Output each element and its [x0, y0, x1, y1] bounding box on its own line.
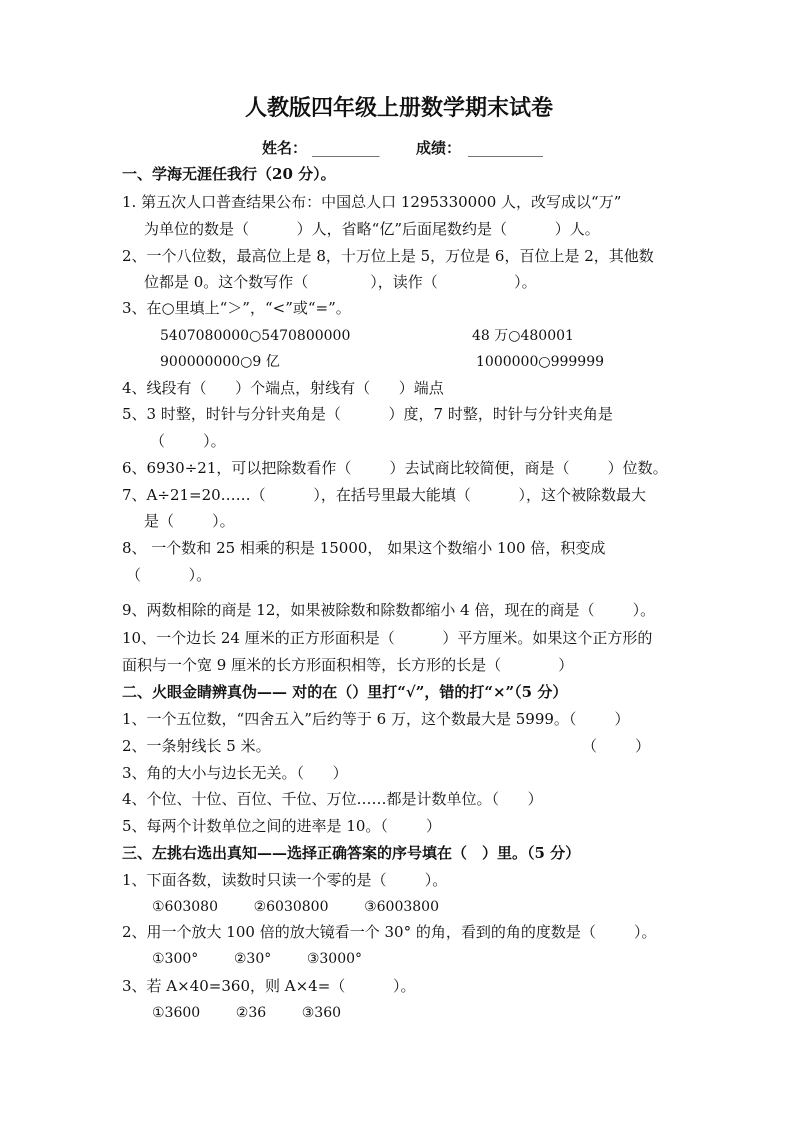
judge-item-3: 3、角的大小与边长无关。（ ） — [122, 764, 348, 782]
q7-line-1: 7、A÷21=20……（ ），在括号里最大能填（ ），这个被除数最大 — [122, 486, 647, 504]
section-1-heading: 一、学海无涯任我行（20 分）。 — [122, 165, 336, 183]
section-2-heading: 二、火眼金睛辨真伪—— 对的在（）里打“√”，错的打“×”（5 分） — [122, 683, 568, 701]
exam-title: 人教版四年级上册数学期末试卷 — [245, 95, 554, 121]
compare-item-1: 5407080000○5470800000 — [160, 328, 351, 344]
q4-line: 4、线段有（ ）个端点，射线有（ ）端点 — [122, 379, 444, 397]
judge-item-1: 1、一个五位数，“四舍五入”后约等于 6 万，这个数最大是 5999。（ ） — [122, 710, 630, 728]
compare-item-2: 48 万○480001 — [472, 328, 574, 344]
score-label: 成绩： — [416, 139, 462, 157]
choice-q1-options: ①603080 ②6030800 ③6003800 — [152, 899, 439, 915]
compare-item-4: 1000000○999999 — [476, 354, 605, 370]
q7-line-2: 是（ ）。 — [144, 512, 235, 530]
q5-line-1: 5、3 时整，时针与分针夹角是（ ）度，7 时整，时针与分针夹角是 — [122, 405, 613, 423]
choice-q3: 3、若 A×40=360，则 A×4=（ ）。 — [122, 977, 416, 995]
choice-q2: 2、用一个放大 100 倍的放大镜看一个 30° 的角，看到的角的度数是（ ）。 — [122, 923, 657, 941]
q2-line-2: 位都是 0。这个数写作（ ），读作（ ）。 — [144, 273, 537, 291]
name-blank: _________ — [312, 139, 380, 157]
q10-line-1: 10、一个边长 24 厘米的正方形面积是（ ）平方厘米。如果这个正方形的 — [122, 629, 653, 647]
name-label: 姓名： — [262, 139, 308, 157]
q3-line: 3、在○里填上“＞”，“<”或“=”。 — [122, 299, 351, 317]
q1-line-2: 为单位的数是（ ）人，省略“亿”后面尾数约是（ ）人。 — [144, 220, 600, 238]
q2-line-1: 2、一个八位数，最高位上是 8，十万位上是 5，万位是 6，百位上是 2，其他数 — [122, 247, 654, 265]
judge-item-5: 5、每两个计数单位之间的进率是 10。（ ） — [122, 817, 442, 835]
q8-line-1: 8、 一个数和 25 相乘的积是 15000， 如果这个数缩小 100 倍，积变成 — [122, 539, 606, 557]
q5-line-2: （ ）。 — [150, 432, 226, 450]
choice-q1: 1、下面各数，读数时只读一个零的是（ ）。 — [122, 871, 448, 889]
q8-line-2: （ ）。 — [126, 566, 212, 584]
judge-item-2: 2、一条射线长 5 米。 — [122, 737, 271, 755]
q10-line-2: 面积与一个宽 9 厘米的长方形面积相等，长方形的长是（ ） — [122, 656, 574, 674]
compare-item-3: 900000000○9 亿 — [160, 354, 280, 370]
q9-line: 9、两数相除的商是 12，如果被除数和除数都缩小 4 倍，现在的商是（ ）。 — [122, 601, 656, 619]
judge-item-2-blank: （ ） — [582, 737, 651, 755]
q1-line-1: 1. 第五次人口普查结果公布：中国总人口 1295330000 人，改写成以“万” — [122, 193, 622, 211]
choice-q3-options: ①3600 ②36 ③360 — [152, 1005, 342, 1021]
score-blank: __________ — [468, 139, 543, 157]
q6-line: 6、6930÷21，可以把除数看作（ ）去试商比较简便，商是（ ）位数。 — [122, 459, 668, 477]
choice-q2-options: ①300° ②30° ③3000° — [152, 951, 363, 967]
judge-item-4: 4、个位、十位、百位、千位、万位……都是计数单位。（ ） — [122, 790, 543, 808]
section-3-heading: 三、左挑右选出真知——选择正确答案的序号填在（ ）里。（5 分） — [122, 844, 581, 862]
